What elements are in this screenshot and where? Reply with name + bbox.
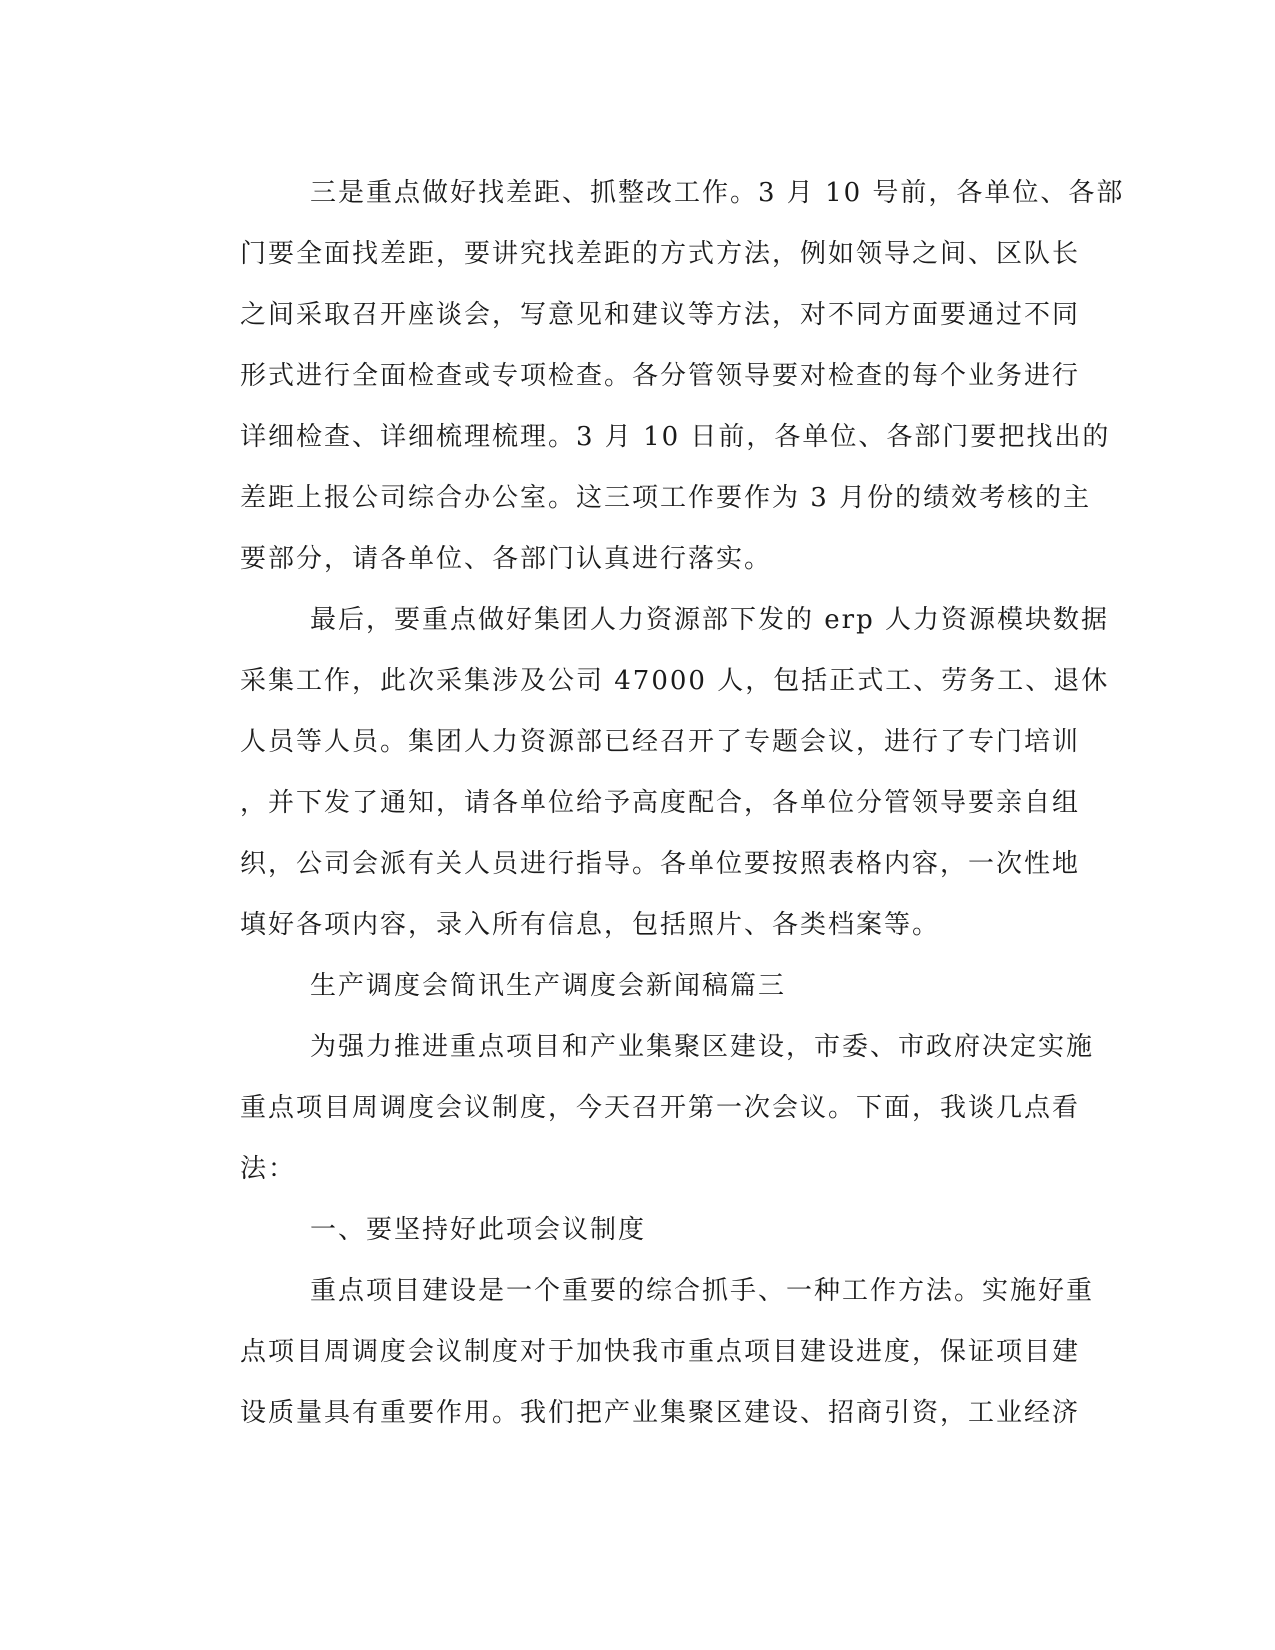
paragraph-key-projects [188,1261,1095,1444]
text-line: 门要全面找差距，要讲究找差距的方式方法，例如领导之间、区队长 [240,239,1081,269]
text-line: ，并下发了通知，请各单位给予高度配合，各单位分管领导要亲自组 [240,788,1081,818]
text-line: 要部分，请各单位、各部门认真进行落实。 [240,544,773,574]
text-line: 差距上报公司综合办公室。这三项工作要作为 3 月份的绩效考核的主 [240,483,1092,513]
text-line: 三是重点做好找差距、抓整改工作。3 月 10 号前，各单位、各部 [310,178,1125,208]
text-line: 之间采取召开座谈会，写意见和建议等方法，对不同方面要通过不同 [240,300,1081,330]
text-line: 重点项目周调度会议制度，今天召开第一次会议。下面，我谈几点看 [240,1093,1081,1123]
text-line: 详细检查、详细梳理梳理。3 月 10 日前，各单位、各部门要把找出的 [240,422,1111,452]
document-body [188,163,1125,1444]
paragraph-erp-data-collection [188,590,1110,956]
subheading-point-one [188,1200,1088,1261]
text-line: 法： [240,1154,297,1184]
section-heading [188,956,1088,1017]
text-line: 重点项目建设是一个重要的综合抓手、一种工作方法。实施好重 [310,1276,1095,1306]
text-line: 设质量具有重要作用。我们把产业集聚区建设、招商引资，工业经济 [240,1398,1081,1428]
text-line: 生产调度会简讯生产调度会新闻稿篇三 [310,971,787,1001]
text-line: 为强力推进重点项目和产业集聚区建设，市委、市政府决定实施 [310,1032,1095,1062]
text-line: 填好各项内容，录入所有信息，包括照片、各类档案等。 [240,910,941,940]
paragraph-rectification-work [188,163,1125,590]
text-line: 织，公司会派有关人员进行指导。各单位要按照表格内容，一次性地 [240,849,1081,879]
text-line: 一、要坚持好此项会议制度 [310,1215,647,1245]
text-line: 人员等人员。集团人力资源部已经召开了专题会议，进行了专门培训 [240,727,1081,757]
paragraph-meeting-intro [188,1017,1095,1200]
text-line: 最后，要重点做好集团人力资源部下发的 erp 人力资源模块数据 [310,605,1109,635]
text-line: 采集工作，此次采集涉及公司 47000 人，包括正式工、劳务工、退休 [240,666,1110,696]
text-line: 形式进行全面检查或专项检查。各分管领导要对检查的每个业务进行 [240,361,1081,391]
text-line: 点项目周调度会议制度对于加快我市重点项目建设进度，保证项目建 [240,1337,1081,1367]
